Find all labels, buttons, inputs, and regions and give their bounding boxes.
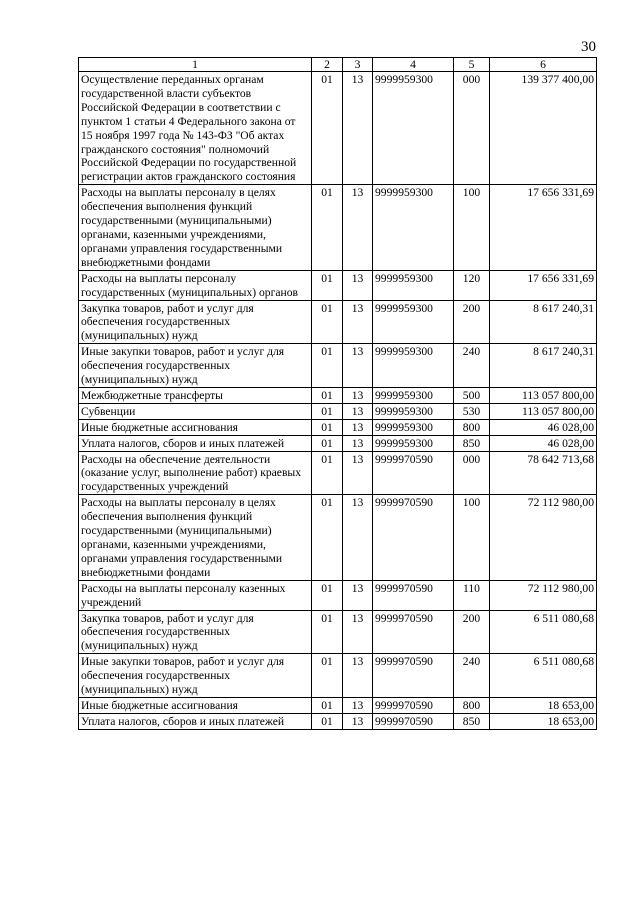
cell-subsection: 13 [343, 654, 373, 698]
cell-amount: 18 653,00 [490, 697, 597, 713]
cell-subsection: 13 [343, 300, 373, 344]
budget-table [78, 57, 597, 730]
cell-section: 01 [312, 387, 343, 403]
cell-name: Расходы на выплаты персоналу в целях обеспечения выполнения функций государственными (муниципальными) органами, казенными учреждениями, органами управления государственными внебюджетными фондами [79, 495, 312, 580]
cell-target: 9999959300 [373, 419, 454, 435]
cell-expense-type: 530 [454, 403, 490, 419]
cell-amount: 8 617 240,31 [490, 344, 597, 388]
cell-expense-type: 500 [454, 387, 490, 403]
cell-section: 01 [312, 451, 343, 495]
cell-section: 01 [312, 654, 343, 698]
table-row [79, 654, 597, 698]
cell-expense-type: 200 [454, 300, 490, 344]
cell-expense-type: 200 [454, 610, 490, 654]
cell-subsection: 13 [343, 435, 373, 451]
table-row [79, 451, 597, 495]
cell-name: Расходы на обеспечение деятельности (оказание услуг, выполнение работ) краевых государственных учреждений [79, 451, 312, 495]
table-row [79, 419, 597, 435]
cell-amount: 46 028,00 [490, 435, 597, 451]
cell-amount: 6 511 080,68 [490, 654, 597, 698]
column-header-section: 2 [312, 58, 343, 72]
cell-target: 9999959300 [373, 435, 454, 451]
cell-section: 01 [312, 72, 343, 185]
cell-target: 9999970590 [373, 610, 454, 654]
cell-name: Осуществление переданных органам государственной власти субъектов Российской Федерации в соответствии с пунктом 1 статьи 4 Федерального закона от 15 ноября 1997 года № 143-ФЗ "Об актах гражданского состояния" полномочий Российской Федерации по государственной регистрации актов гражданского состояния [79, 72, 312, 185]
cell-expense-type: 850 [454, 435, 490, 451]
table-row [79, 495, 597, 580]
cell-name: Уплата налогов, сборов и иных платежей [79, 435, 312, 451]
cell-section: 01 [312, 697, 343, 713]
table-row [79, 580, 597, 610]
cell-name: Расходы на выплаты персоналу государственных (муниципальных) органов [79, 270, 312, 300]
cell-name: Закупка товаров, работ и услуг для обеспечения государственных (муниципальных) нужд [79, 300, 312, 344]
cell-expense-type: 100 [454, 185, 490, 270]
cell-name: Расходы на выплаты персоналу казенных учреждений [79, 580, 312, 610]
table-row [79, 387, 597, 403]
cell-name: Уплата налогов, сборов и иных платежей [79, 713, 312, 729]
cell-section: 01 [312, 419, 343, 435]
cell-amount: 18 653,00 [490, 713, 597, 729]
cell-section: 01 [312, 270, 343, 300]
table-row [79, 713, 597, 729]
cell-expense-type: 000 [454, 451, 490, 495]
cell-subsection: 13 [343, 403, 373, 419]
cell-subsection: 13 [343, 72, 373, 185]
cell-section: 01 [312, 580, 343, 610]
table-row [79, 270, 597, 300]
cell-section: 01 [312, 435, 343, 451]
column-header-subsection: 3 [343, 58, 373, 72]
cell-expense-type: 240 [454, 344, 490, 388]
cell-expense-type: 240 [454, 654, 490, 698]
cell-subsection: 13 [343, 344, 373, 388]
column-header-target: 4 [373, 58, 454, 72]
cell-target: 9999959300 [373, 185, 454, 270]
cell-name: Межбюджетные трансферты [79, 387, 312, 403]
cell-subsection: 13 [343, 419, 373, 435]
cell-name: Субвенции [79, 403, 312, 419]
cell-amount: 17 656 331,69 [490, 185, 597, 270]
cell-subsection: 13 [343, 610, 373, 654]
cell-target: 9999970590 [373, 713, 454, 729]
cell-expense-type: 800 [454, 419, 490, 435]
table-row [79, 185, 597, 270]
table-row [79, 435, 597, 451]
cell-name: Иные бюджетные ассигнования [79, 697, 312, 713]
cell-subsection: 13 [343, 270, 373, 300]
table-row [79, 344, 597, 388]
cell-amount: 139 377 400,00 [490, 72, 597, 185]
cell-expense-type: 000 [454, 72, 490, 185]
cell-subsection: 13 [343, 387, 373, 403]
table-row [79, 403, 597, 419]
table-row [79, 697, 597, 713]
cell-expense-type: 110 [454, 580, 490, 610]
cell-subsection: 13 [343, 580, 373, 610]
cell-subsection: 13 [343, 697, 373, 713]
cell-amount: 6 511 080,68 [490, 610, 597, 654]
cell-section: 01 [312, 300, 343, 344]
cell-section: 01 [312, 185, 343, 270]
cell-target: 9999959300 [373, 344, 454, 388]
cell-amount: 78 642 713,68 [490, 451, 597, 495]
table-row [79, 300, 597, 344]
column-header-name: 1 [79, 58, 312, 72]
cell-section: 01 [312, 403, 343, 419]
page-number: 30 [581, 39, 596, 55]
cell-subsection: 13 [343, 185, 373, 270]
cell-name: Иные закупки товаров, работ и услуг для обеспечения государственных (муниципальных) нужд [79, 344, 312, 388]
cell-target: 9999970590 [373, 654, 454, 698]
cell-amount: 8 617 240,31 [490, 300, 597, 344]
cell-name: Расходы на выплаты персоналу в целях обеспечения выполнения функций государственными (муниципальными) органами, казенными учреждениями, органами управления государственными внебюджетными фондами [79, 185, 312, 270]
cell-expense-type: 850 [454, 713, 490, 729]
cell-target: 9999959300 [373, 403, 454, 419]
cell-name: Иные бюджетные ассигнования [79, 419, 312, 435]
column-header-expense-type: 5 [454, 58, 490, 72]
cell-target: 9999970590 [373, 495, 454, 580]
cell-target: 9999959300 [373, 300, 454, 344]
cell-section: 01 [312, 495, 343, 580]
cell-expense-type: 120 [454, 270, 490, 300]
cell-name: Закупка товаров, работ и услуг для обеспечения государственных (муниципальных) нужд [79, 610, 312, 654]
cell-subsection: 13 [343, 495, 373, 580]
cell-amount: 72 112 980,00 [490, 580, 597, 610]
cell-section: 01 [312, 610, 343, 654]
cell-section: 01 [312, 713, 343, 729]
cell-section: 01 [312, 344, 343, 388]
cell-amount: 113 057 800,00 [490, 387, 597, 403]
cell-target: 9999959300 [373, 72, 454, 185]
cell-amount: 46 028,00 [490, 419, 597, 435]
cell-name: Иные закупки товаров, работ и услуг для обеспечения государственных (муниципальных) нужд [79, 654, 312, 698]
cell-amount: 113 057 800,00 [490, 403, 597, 419]
cell-subsection: 13 [343, 451, 373, 495]
cell-target: 9999970590 [373, 697, 454, 713]
cell-expense-type: 800 [454, 697, 490, 713]
cell-target: 9999959300 [373, 270, 454, 300]
cell-amount: 17 656 331,69 [490, 270, 597, 300]
table-row [79, 72, 597, 185]
column-header-amount: 6 [490, 58, 597, 72]
cell-target: 9999959300 [373, 387, 454, 403]
table-row [79, 610, 597, 654]
cell-amount: 72 112 980,00 [490, 495, 597, 580]
cell-target: 9999970590 [373, 451, 454, 495]
cell-expense-type: 100 [454, 495, 490, 580]
cell-target: 9999970590 [373, 580, 454, 610]
table-header-row [79, 58, 597, 72]
cell-subsection: 13 [343, 713, 373, 729]
